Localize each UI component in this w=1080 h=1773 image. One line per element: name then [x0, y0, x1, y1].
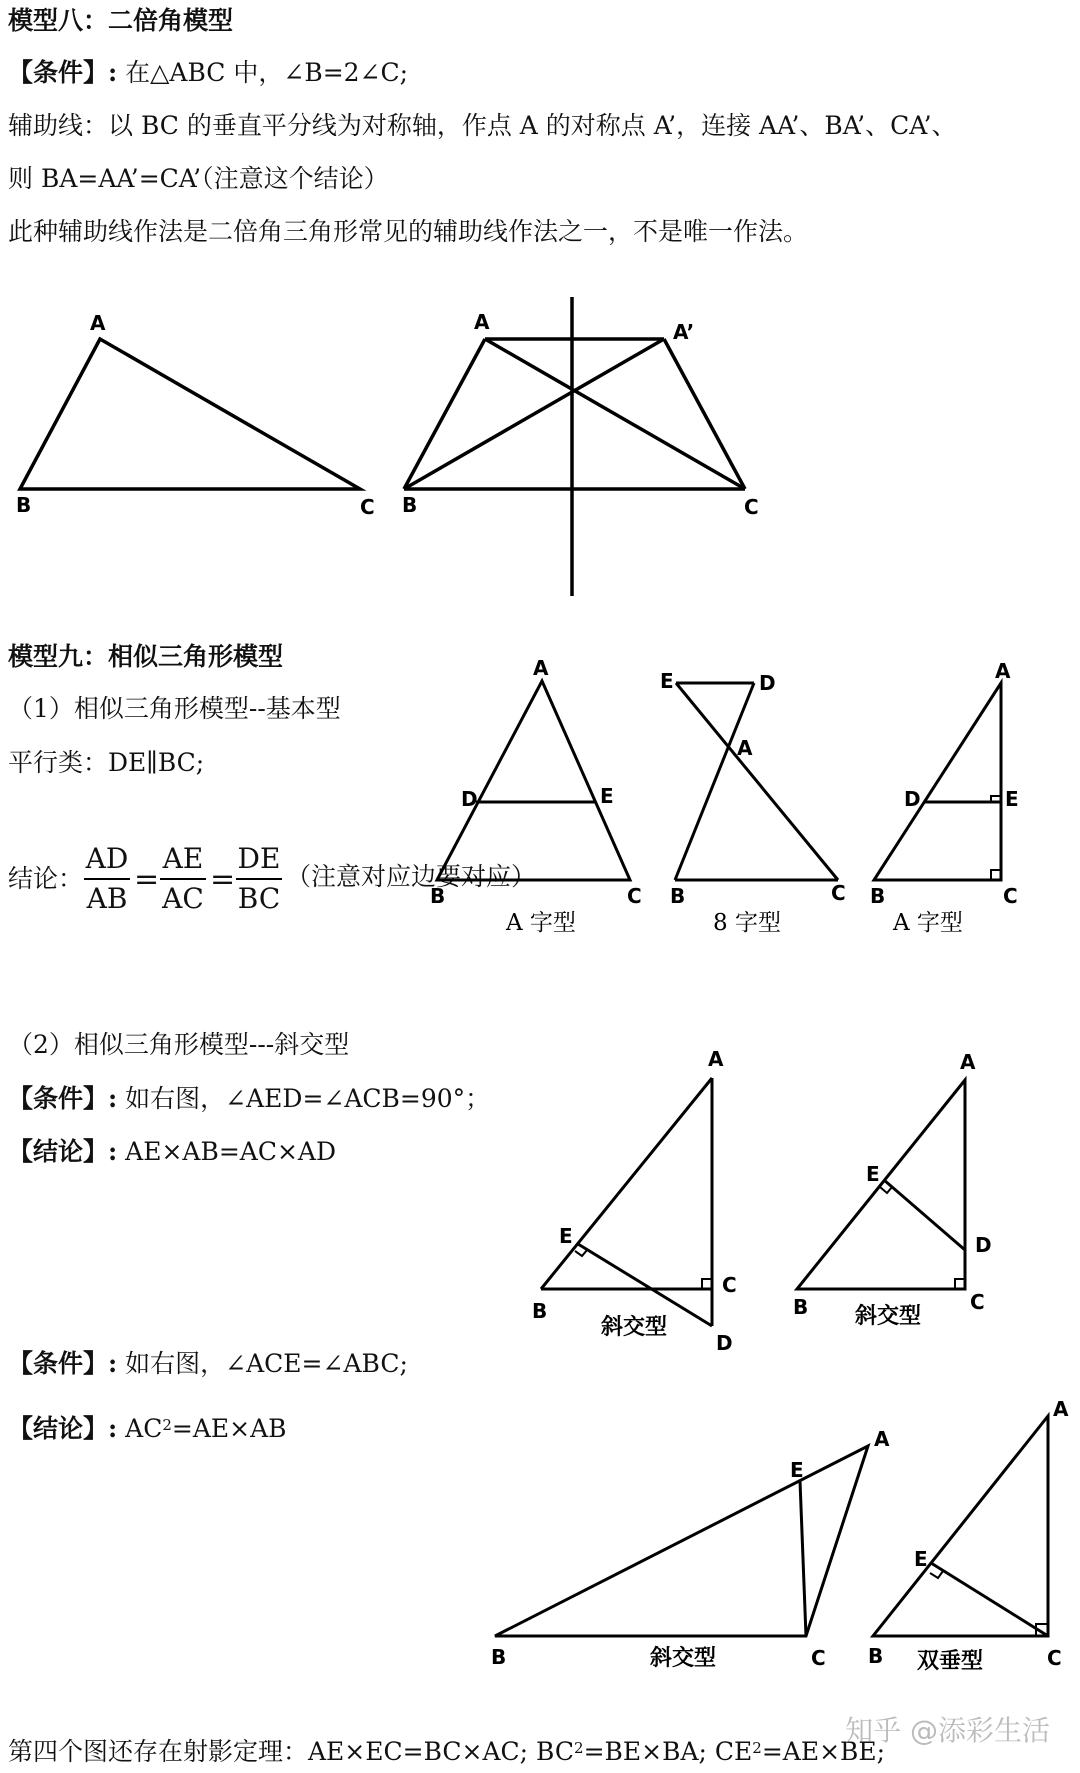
fraction-denominator: AB	[86, 882, 128, 915]
label-b: B	[532, 1299, 548, 1323]
label-e: E	[914, 1547, 928, 1571]
conclusion-label: 结论：	[8, 864, 84, 893]
conclusion-note: （注意对应边要对应）	[286, 862, 537, 891]
caption-oblique-3: 斜交型	[650, 1646, 717, 1671]
segment-ed	[884, 1180, 965, 1250]
label-d: D	[904, 787, 921, 811]
figure-oblique-type-2	[793, 1050, 992, 1329]
model9-sub2: （2）相似三角形模型---斜交型	[8, 1030, 350, 1059]
figure-eight-type	[660, 669, 846, 936]
label-c: C	[1047, 1646, 1062, 1670]
conclusion-tag: 【结论】:	[8, 1137, 118, 1166]
caption-eight-type: 8 字型	[713, 910, 781, 936]
superscript: 2	[574, 1739, 584, 1757]
fraction-denominator: BC	[237, 882, 281, 915]
label-c: C	[722, 1273, 737, 1297]
triangle-abc	[873, 1416, 1048, 1636]
equals-sign: =	[210, 862, 236, 897]
label-d: D	[716, 1331, 733, 1355]
segment-ec	[676, 683, 838, 880]
label-c: C	[970, 1290, 985, 1314]
figure-symmetry-construction	[402, 297, 759, 596]
label-b: B	[793, 1295, 809, 1319]
label-e: E	[1005, 787, 1019, 811]
conclusion-tag: 【结论】:	[8, 1414, 118, 1443]
label-c: C	[360, 495, 375, 519]
condition-text: 如右图，∠AED=∠ACB=90°；	[117, 1084, 491, 1113]
triangle-abc	[797, 1080, 965, 1289]
condition-tag: 【条件】:	[8, 58, 118, 87]
caption-a-type: A 字型	[506, 910, 576, 936]
label-a: A	[474, 310, 490, 334]
caption-oblique-1: 斜交型	[601, 1315, 668, 1340]
superscript: 2	[752, 1739, 762, 1757]
condition-tag: 【条件】:	[8, 1349, 118, 1378]
caption-double-perpendicular: 双垂型	[917, 1649, 984, 1674]
label-d: D	[461, 787, 478, 811]
condition-text: 如右图，∠ACE=∠ABC;	[117, 1349, 408, 1378]
label-c: C	[744, 495, 759, 519]
right-angle-mark	[930, 1571, 943, 1578]
label-e: E	[866, 1162, 880, 1186]
figure-right-a-type	[870, 659, 1019, 936]
caption-oblique-2: 斜交型	[855, 1304, 922, 1329]
segment-ed	[578, 1244, 712, 1326]
label-b: B	[491, 1645, 507, 1669]
label-e: E	[660, 669, 674, 693]
watermark: 知乎 @添彩生活	[845, 1714, 1050, 1747]
label-c: C	[627, 884, 642, 908]
label-c: C	[831, 881, 846, 905]
model8-aux-line2: 则 BA=AA’=CA’（注意这个结论）	[8, 164, 389, 193]
figure-oblique-type-3	[491, 1427, 890, 1671]
theorem-part-a: 第四个图还存在射影定理：AE×EC=BC×AC; BC	[8, 1737, 575, 1766]
fraction-numerator: AE	[162, 842, 204, 875]
model8-note: 此种辅助线作法是二倍角三角形常见的辅助线作法之一，不是唯一作法。	[8, 217, 809, 246]
triangle-abc	[20, 339, 360, 489]
triangle-abc	[495, 1446, 868, 1636]
fraction-numerator: DE	[237, 842, 281, 875]
conclusion-text: AE×AB=AC×AD	[117, 1137, 337, 1166]
figure-double-angle-triangle	[16, 311, 375, 519]
model8-aux-line1: 辅助线：以 BC 的垂直平分线为对称轴，作点 A 的对称点 A’，连接 AA’、BA’、CA’、	[8, 111, 957, 140]
label-a: A	[960, 1050, 976, 1074]
label-a: A	[737, 736, 753, 760]
model8-title: 模型八：二倍角模型	[8, 6, 234, 35]
model9-parallel: 平行类：DE∥BC;	[8, 748, 205, 777]
model9-title: 模型九：相似三角形模型	[8, 642, 284, 671]
segment-db	[675, 683, 754, 880]
fraction-denominator: AC	[162, 882, 204, 915]
triangle-abc	[874, 683, 1001, 880]
label-d: D	[759, 671, 776, 695]
condition-text: 在△ABC 中，∠B=2∠C;	[117, 58, 409, 87]
label-b: B	[868, 1644, 884, 1668]
right-angle-mark	[880, 1187, 892, 1193]
segment-ce	[931, 1563, 1048, 1636]
theorem-part-b: =BE×BA; CE	[583, 1737, 753, 1766]
label-a: A	[995, 659, 1011, 683]
superscript: 2	[162, 1416, 172, 1434]
label-b: B	[870, 884, 886, 908]
label-d: D	[975, 1233, 992, 1257]
triangle-abc	[437, 681, 630, 880]
label-a: A	[90, 311, 106, 335]
label-b: B	[16, 493, 32, 517]
right-angle-mark	[575, 1250, 587, 1256]
theorem-part-c: =AE×BE;	[761, 1737, 886, 1766]
label-a: A	[708, 1047, 724, 1071]
segment-ab	[541, 1078, 712, 1289]
label-b: B	[670, 884, 686, 908]
label-a: A	[1053, 1397, 1069, 1421]
label-b: B	[430, 884, 446, 908]
figure-a-type	[430, 656, 642, 936]
label-e: E	[559, 1224, 573, 1248]
conclusion-text-a: AC	[117, 1414, 163, 1443]
figure-oblique-type-1	[532, 1047, 737, 1355]
label-a-prime: A’	[673, 320, 695, 344]
label-e: E	[790, 1458, 804, 1482]
label-c: C	[811, 1646, 826, 1670]
label-c: C	[1003, 884, 1018, 908]
equals-sign: =	[134, 862, 160, 897]
fraction-numerator: AD	[85, 842, 129, 875]
figure-double-perpendicular	[868, 1397, 1069, 1674]
label-a: A	[874, 1427, 890, 1451]
condition-tag: 【条件】:	[8, 1084, 118, 1113]
segment-ec	[800, 1481, 806, 1636]
conclusion-text-b: =AE×AB	[171, 1414, 287, 1443]
label-b: B	[402, 493, 418, 517]
label-e: E	[600, 784, 614, 808]
caption-a-type-2: A 字型	[893, 910, 963, 936]
model9-sub1: （1）相似三角形模型--基本型	[8, 694, 341, 723]
label-a: A	[533, 656, 549, 680]
